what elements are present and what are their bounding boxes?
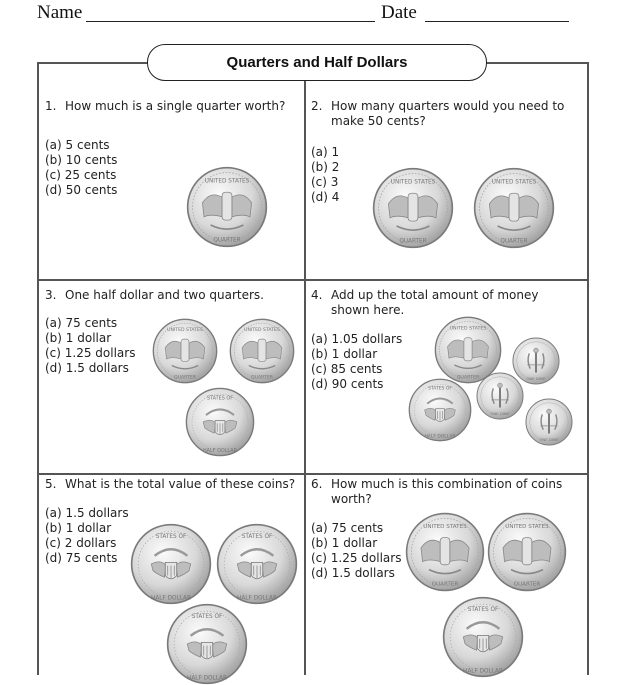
row-divider-1	[37, 279, 588, 281]
date-blank-line[interactable]	[425, 21, 569, 22]
question-number: 2.	[311, 99, 323, 113]
quarter-coin-icon	[473, 167, 555, 249]
quarter-coin-icon	[186, 166, 268, 248]
option-d[interactable]: (d) 1.5 dollars	[311, 566, 395, 580]
question-6	[311, 477, 562, 507]
question-number: 1.	[45, 99, 57, 113]
question-number: 6.	[311, 477, 323, 491]
option-c[interactable]: (c) 85 cents	[311, 362, 383, 376]
worksheet-title: Quarters and Half Dollars	[147, 44, 487, 81]
option-a[interactable]: (a) 75 cents	[311, 521, 384, 535]
quarter-coin-icon	[372, 167, 454, 249]
question-1-options	[45, 138, 117, 198]
question-text: Add up the total amount of money	[331, 288, 539, 302]
question-4	[311, 288, 538, 318]
dime-coin-icon	[476, 372, 524, 420]
quarter-coin-icon	[152, 318, 218, 384]
question-number: 4.	[311, 288, 323, 302]
quarter-coin-icon	[229, 318, 295, 384]
option-a[interactable]: (a) 1	[311, 145, 340, 159]
question-2-options	[311, 145, 339, 205]
quarter-coin-icon	[405, 512, 485, 592]
half-dollar-coin-icon	[408, 378, 472, 442]
name-label: Name	[37, 2, 83, 23]
option-b[interactable]: (b) 2	[311, 160, 340, 174]
question-text: How many quarters would you need to	[331, 99, 565, 113]
question-5-options	[45, 506, 129, 566]
question-3-options	[45, 316, 135, 376]
option-d[interactable]: (d) 1.5 dollars	[45, 361, 129, 375]
dime-coin-icon	[525, 398, 573, 446]
question-text: One half dollar and two quarters.	[65, 288, 264, 302]
question-text: How much is this combination of coins	[331, 477, 563, 491]
option-a[interactable]: (a) 5 cents	[45, 138, 110, 152]
option-c[interactable]: (c) 3	[311, 175, 339, 189]
option-a[interactable]: (a) 1.05 dollars	[311, 332, 403, 346]
option-c[interactable]: (c) 2 dollars	[45, 536, 117, 550]
question-text: How much is a single quarter worth?	[65, 99, 286, 113]
option-d[interactable]: (d) 75 cents	[45, 551, 118, 565]
question-5	[45, 477, 295, 492]
option-b[interactable]: (b) 1 dollar	[311, 536, 378, 550]
right-border	[587, 62, 589, 675]
question-2	[311, 99, 564, 129]
question-number: 3.	[45, 288, 57, 302]
question-text: What is the total value of these coins?	[65, 477, 296, 491]
row-divider-2	[37, 473, 588, 475]
option-b[interactable]: (b) 10 cents	[45, 153, 118, 167]
name-blank-line[interactable]	[86, 21, 375, 22]
option-d[interactable]: (d) 90 cents	[311, 377, 384, 391]
top-border-left	[37, 62, 149, 64]
question-4-options	[311, 332, 402, 392]
half-dollar-coin-icon	[442, 596, 524, 678]
question-6-options	[311, 521, 401, 581]
option-b[interactable]: (b) 1 dollar	[45, 331, 112, 345]
quarter-coin-icon	[487, 512, 567, 592]
question-text-cont: make 50 cents?	[331, 114, 426, 128]
option-c[interactable]: (c) 1.25 dollars	[45, 346, 136, 360]
question-3	[45, 288, 264, 303]
question-text-cont: shown here.	[331, 303, 405, 317]
option-c[interactable]: (c) 1.25 dollars	[311, 551, 402, 565]
option-a[interactable]: (a) 1.5 dollars	[45, 506, 129, 520]
date-label: Date	[381, 2, 417, 23]
option-d[interactable]: (d) 4	[311, 190, 340, 204]
half-dollar-coin-icon	[216, 523, 298, 605]
option-d[interactable]: (d) 50 cents	[45, 183, 118, 197]
option-b[interactable]: (b) 1 dollar	[45, 521, 112, 535]
half-dollar-coin-icon	[185, 387, 255, 457]
option-c[interactable]: (c) 25 cents	[45, 168, 117, 182]
top-border-right	[485, 62, 588, 64]
half-dollar-coin-icon	[166, 603, 248, 685]
left-border	[37, 62, 39, 675]
question-number: 5.	[45, 477, 57, 491]
question-text-cont: worth?	[331, 492, 372, 506]
center-divider	[304, 80, 306, 675]
option-a[interactable]: (a) 75 cents	[45, 316, 118, 330]
option-b[interactable]: (b) 1 dollar	[311, 347, 378, 361]
question-1	[45, 99, 285, 114]
half-dollar-coin-icon	[130, 523, 212, 605]
